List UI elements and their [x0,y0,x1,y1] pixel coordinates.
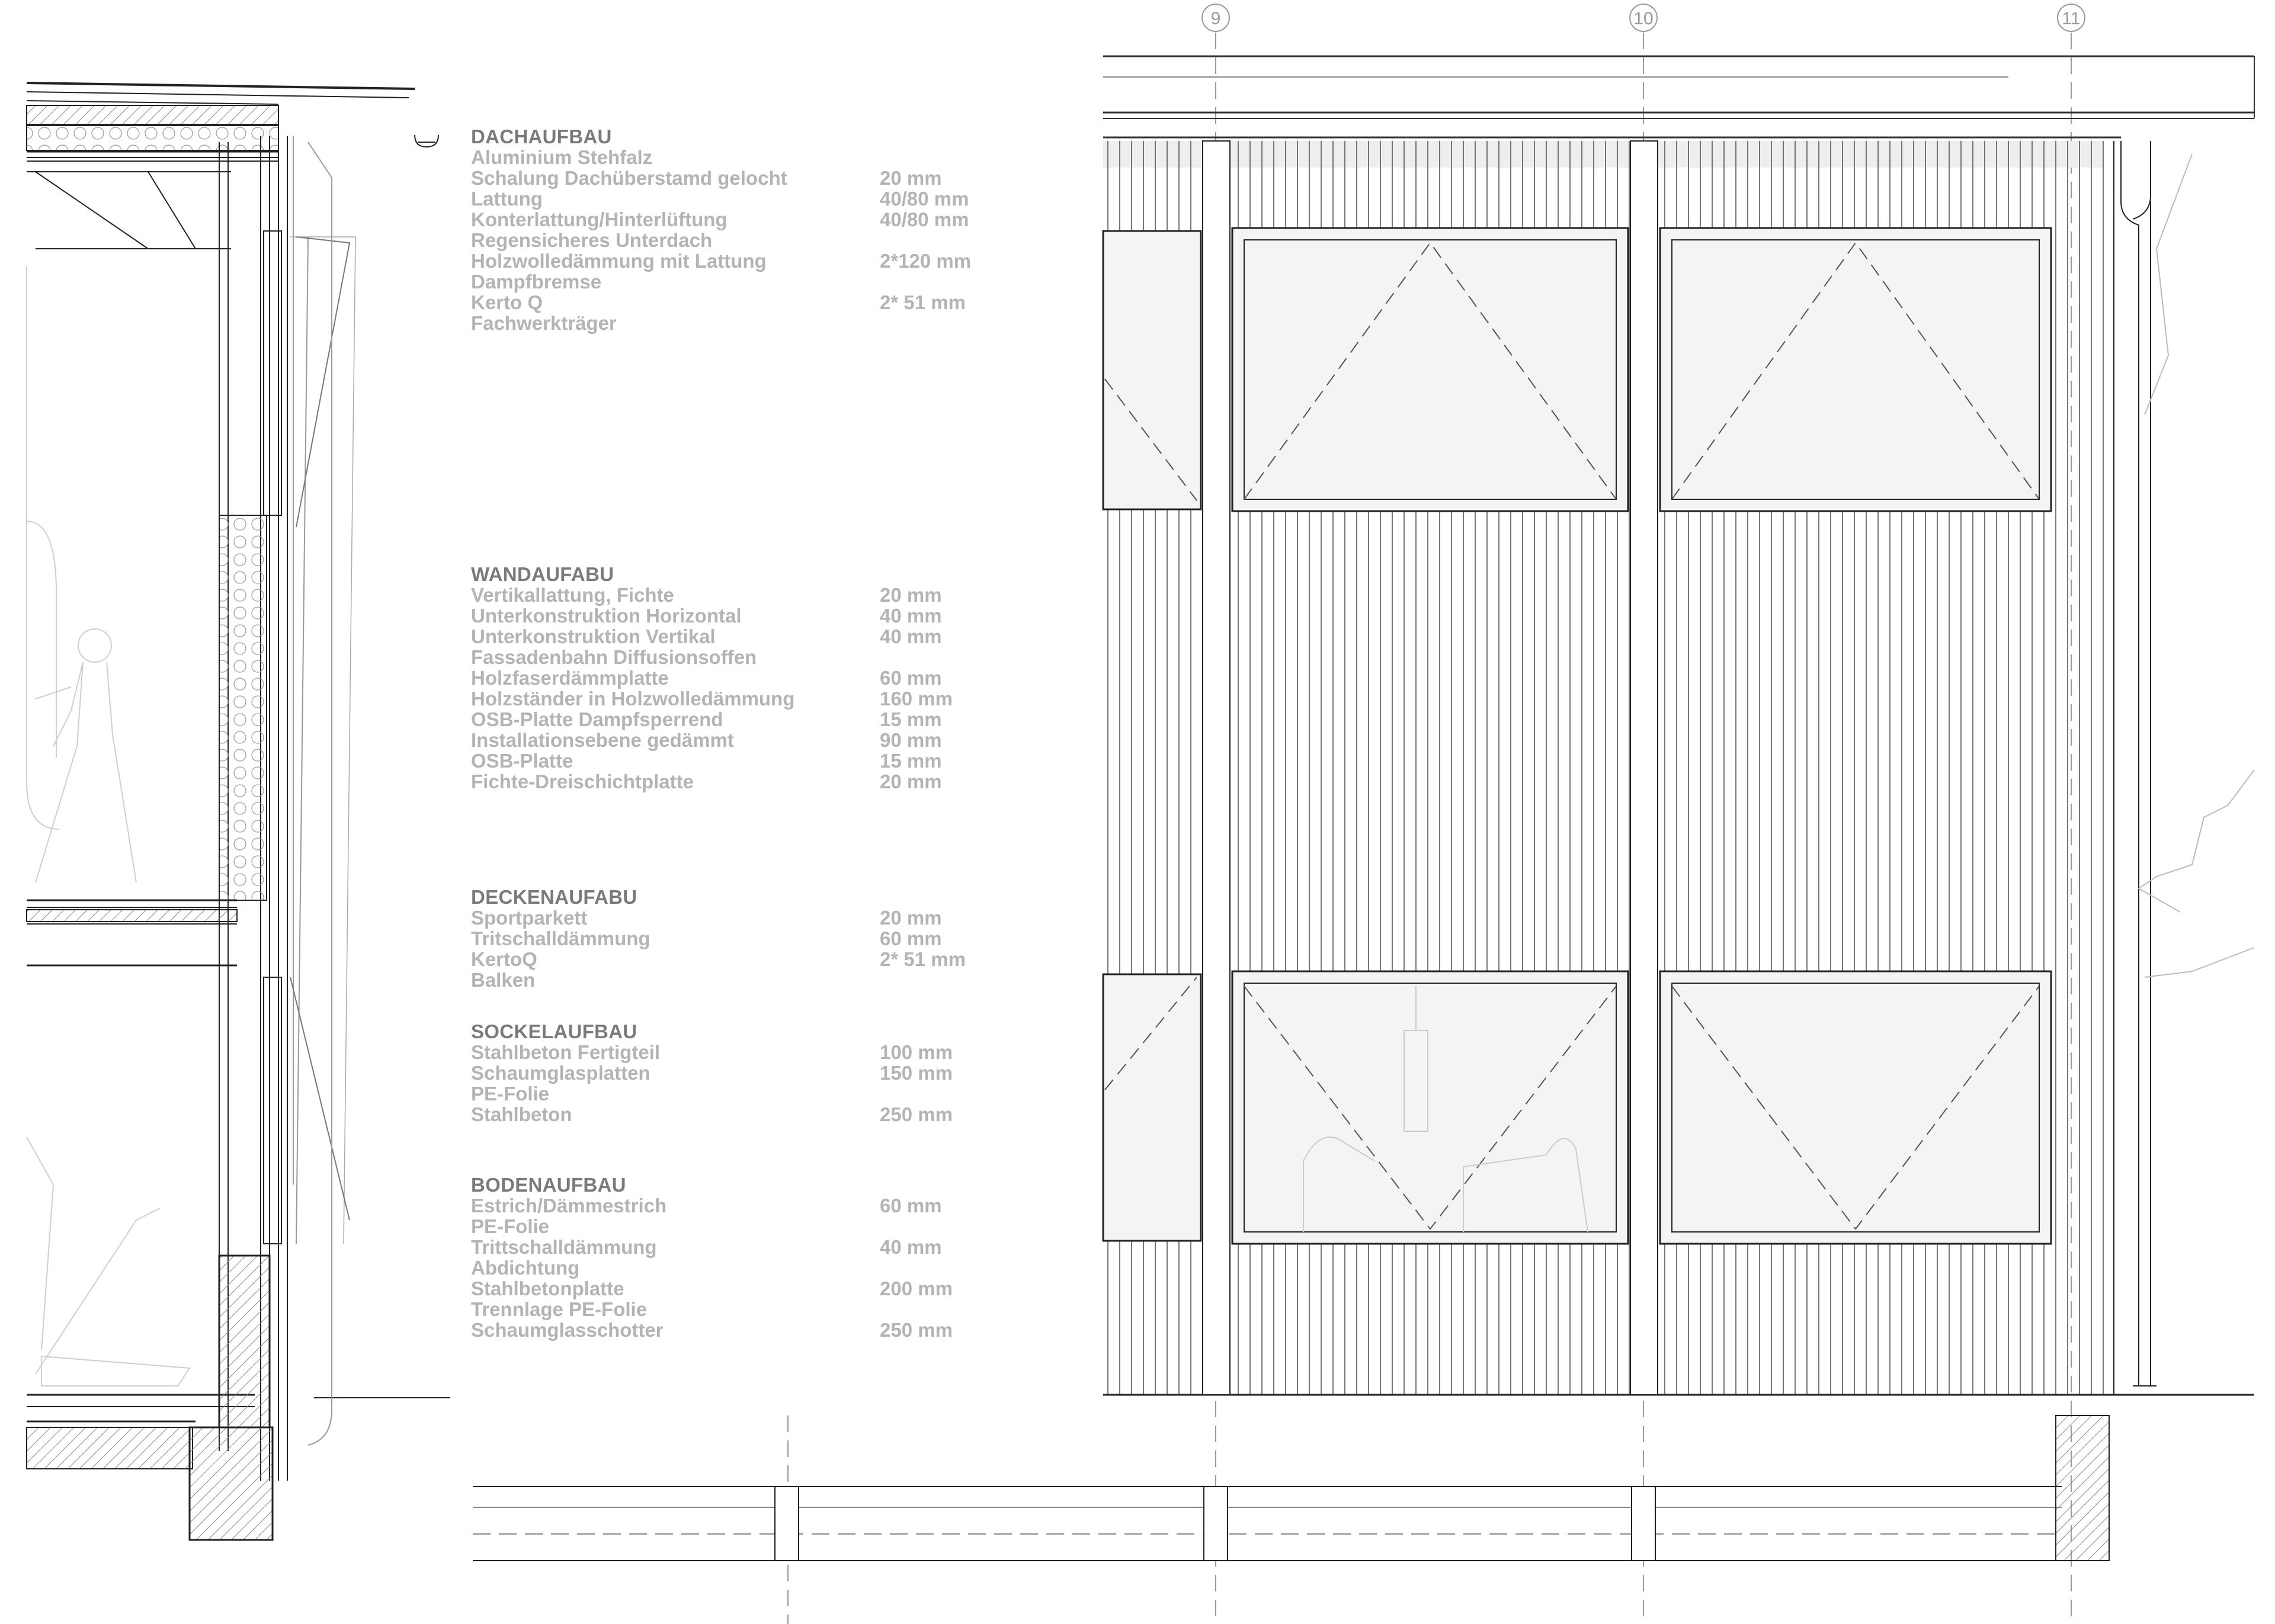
layer-name: Holzfaserdämmplatte [471,667,669,689]
layer-row [471,709,1063,730]
layer-row [471,750,1063,771]
layer-name: Kerto Q [471,291,543,313]
layer-row [471,771,1063,792]
layer-row [471,688,1063,709]
layer-name: Aluminium Stehfalz [471,146,653,168]
layer-row [471,1195,1063,1216]
layer-value: 2*120 mm [880,250,972,272]
legend-roof [471,126,1063,333]
layer-row [471,1104,1063,1125]
layer-value: 250 mm [880,1319,953,1341]
layer-value: 40/80 mm [880,208,969,230]
person-figure-boxing [27,267,136,882]
layer-name: Balken [471,969,536,991]
layer-row [471,605,1063,626]
layer-name: Vertikallattung, Fichte [471,584,674,606]
layer-value: 20 mm [880,907,942,929]
layer-value: 20 mm [880,771,942,792]
layer-name: Schaumglasschotter [471,1319,664,1341]
layer-row [471,147,1063,168]
layer-name: Unterkonstruktion Horizontal [471,605,742,627]
layer-row [471,188,1063,209]
axis-label-9: 9 [1210,9,1221,28]
layer-value: 150 mm [880,1062,953,1084]
legend-wall [471,564,1063,792]
layer-value: 60 mm [880,927,942,949]
layer-value: 40/80 mm [880,188,969,210]
elevation-downpipe [2114,141,2157,1395]
layer-row [471,1299,1063,1320]
layer-row [471,1042,1063,1063]
section-title-floor: BODENAUFBAU [471,1174,626,1196]
layer-name: Fachwerkträger [471,312,617,334]
layer-value: 60 mm [880,667,942,689]
layer-name: PE-Folie [471,1215,550,1237]
layer-row [471,313,1063,333]
section-title-plinth: SOCKELAUFBAU [471,1020,637,1042]
layer-name: Dampfbremse [471,271,602,293]
layer-name: Holzständer in Holzwolledämmung [471,688,795,710]
layer-row [471,970,1063,990]
layer-value: 40 mm [880,605,942,627]
layer-name: Unterkonstruktion Vertikal [471,625,716,647]
layer-name: Abdichtung [471,1257,580,1279]
layer-name: KertoQ [471,948,537,970]
layer-row [471,1257,1063,1278]
layer-row [471,907,1063,928]
layer-name: Trittschalldämmung [471,1236,657,1258]
roof-section [27,83,438,249]
downpipe [308,142,332,1445]
layer-name: Sportparkett [471,907,588,929]
axis-label-10: 10 [1633,9,1654,28]
layer-name: Fassadenbahn Diffusionsoffen [471,646,757,668]
layer-row [471,730,1063,750]
layer-value: 100 mm [880,1041,953,1063]
layer-value: 40 mm [880,1236,942,1258]
plan-strip [473,1416,2109,1561]
layer-row [471,626,1063,647]
layer-value: 15 mm [880,708,942,730]
layer-name: Regensicheres Unterdach [471,229,713,251]
layer-value: 60 mm [880,1195,942,1217]
treadmill-figure [27,1137,190,1386]
layer-name: Schaumglasplatten [471,1062,651,1084]
layer-name: Holzwolledämmung mit Lattung [471,250,767,272]
layer-name: Trennlage PE-Folie [471,1298,648,1320]
section-title-ceiling: DECKENAUFABU [471,886,637,908]
layer-row [471,647,1063,667]
layer-value: 160 mm [880,688,953,710]
layer-name: OSB-Platte [471,750,573,772]
tree-outline [2139,154,2254,977]
layer-row [471,1216,1063,1237]
layer-row [471,1278,1063,1299]
layer-row [471,949,1063,970]
layer-name: Fichte-Dreischichtplatte [471,771,694,792]
section-detail [27,83,450,1540]
legend-plinth [471,1021,1063,1125]
layer-value: 2* 51 mm [880,948,966,970]
layer-row [471,292,1063,313]
layer-value: 20 mm [880,584,942,606]
layer-row [471,667,1063,688]
layer-row [471,209,1063,230]
layer-row [471,585,1063,605]
layer-value: 40 mm [880,625,942,647]
section-title-wall: WANDAUFABU [471,563,614,585]
legend-floor [471,1174,1063,1340]
layer-row [471,168,1063,188]
layer-row [471,1083,1063,1104]
axis-label-11: 11 [2062,9,2081,28]
layer-row [471,230,1063,251]
legend-ceiling [471,887,1063,990]
layer-name: Schalung Dachüberstamd gelocht [471,167,787,189]
layer-name: PE-Folie [471,1083,550,1105]
layer-name: Stahlbetonplatte [471,1278,624,1299]
layer-name: Konterlattung/Hinterlüftung [471,208,728,230]
layer-row [471,1320,1063,1340]
layer-name: OSB-Platte Dampfsperrend [471,708,723,730]
layer-value: 90 mm [880,729,942,751]
layer-value: 250 mm [880,1103,953,1125]
layer-row [471,928,1063,949]
layer-row [471,1237,1063,1257]
layer-value: 2* 51 mm [880,291,966,313]
floor-slab [27,900,450,1540]
layer-name: Tritschalldämmung [471,927,651,949]
layer-value: 15 mm [880,750,942,772]
layer-value: 200 mm [880,1278,953,1299]
layer-row [471,271,1063,292]
layer-name: Stahlbeton [471,1103,572,1125]
section-title-roof: DACHAUFBAU [471,126,612,147]
layer-name: Estrich/Dämmestrich [471,1195,667,1217]
layer-value: 20 mm [880,167,942,189]
layer-name: Installationsebene gedämmt [471,729,734,751]
layer-row [471,1063,1063,1083]
layer-row [471,251,1063,271]
layer-name: Lattung [471,188,543,210]
layer-name: Stahlbeton Fertigteil [471,1041,661,1063]
